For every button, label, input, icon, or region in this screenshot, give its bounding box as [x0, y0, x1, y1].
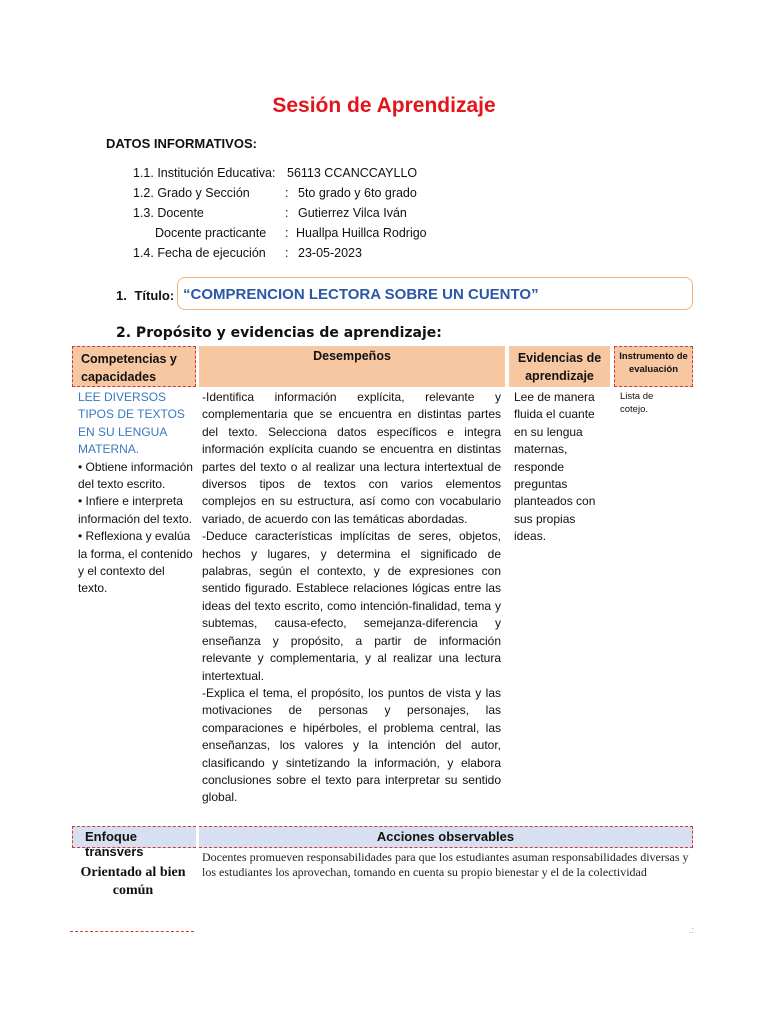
desempeno-item: -Explica el tema, el propósito, los puntos de vista y las motivaciones de personas y personajes, las comparaciones e hipérboles, el problema central, las enseñanzas, los valores y la intención del autor, clasificando y sintetizando la información, y elabora conclusiones sobre el texto para interpretar su sentido global.: [202, 685, 501, 805]
capacidad-item: • Reflexiona y evalúa la forma, el contenido y el contexto del texto.: [78, 529, 193, 596]
info-separator: :: [285, 226, 289, 240]
header-enfoque: Enfoque transvers: [72, 826, 196, 848]
capacidad-item: • Infiere e interpreta información del texto.: [78, 494, 193, 526]
enfoque-name: Orientado al bien común: [80, 865, 186, 898]
info-label: 1.1. Institución Educativa:: [133, 166, 276, 180]
desempenos-cell: [202, 389, 501, 807]
session-title: “COMPRENCION LECTORA SOBRE UN CUENTO”: [183, 286, 539, 303]
header-desempenos: Desempeños: [199, 346, 505, 387]
info-row: [0, 183, 768, 203]
info-label: 1.2. Grado y Sección: [133, 186, 250, 200]
divider-mark: .:: [689, 925, 695, 935]
info-value: Huallpa Huillca Rodrigo: [296, 226, 427, 240]
header-competencias: Competencias y capacidades: [72, 346, 196, 387]
datos-heading: DATOS INFORMATIVOS:: [106, 136, 257, 151]
header-acciones: Acciones observables: [199, 826, 693, 848]
evidencias-cell: Lee de manera fluida el cuante en su lengua maternas, responde preguntas planteados con sus propias ideas.: [514, 390, 596, 544]
info-row: [0, 223, 768, 243]
competencia-cell: [78, 389, 196, 598]
capacidad-item: • Obtiene información del texto escrito.: [78, 459, 193, 492]
info-row: [0, 243, 768, 263]
competencia-title: LEE DIVERSOS TIPOS DE TEXTOS EN SU LENGUA MATERNA.: [78, 390, 185, 457]
info-label: 1.3. Docente: [133, 206, 204, 220]
header-evidencias: Evidencias de aprendizaje: [509, 346, 610, 387]
header-instrumento: Instrumento de evaluación: [614, 346, 693, 387]
info-label: 1.4. Fecha de ejecución: [133, 246, 266, 260]
info-value: 5to grado y 6to grado: [298, 186, 417, 200]
section-label: Título:: [134, 288, 175, 303]
page-title: Sesión de Aprendizaje: [272, 94, 496, 117]
section-title: [116, 288, 174, 303]
info-label: Docente practicante: [155, 226, 267, 240]
section-number: 1.: [116, 288, 127, 303]
desempeno-item: -Identifica información explícita, relevante y complementaria que se encuentra en distintas partes del texto. Selecciona datos específicos e integra información explícita cuando se encuentra en distintas partes del texto o al realizar una lectura intertextual de diversos tipos de textos con varios elementos complejos en su estructura, así como con vocabulario variado, de acuerdo con las temáticas abordadas.: [202, 390, 501, 526]
section-purpose-heading: 2. Propósito y evidencias de aprendizaje:: [116, 325, 442, 341]
info-separator: :: [285, 186, 289, 200]
info-row: [0, 163, 768, 183]
info-value: Gutierrez Vilca Iván: [298, 206, 407, 220]
info-separator: :: [285, 206, 289, 220]
desempeno-item: -Deduce características implícitas de seres, objetos, hechos y lugares, y determina el significado de palabras, según el contexto, y de expresiones con sentido figurado. Establece relaciones lógicas entre las ideas del texto escrito, como intención-finalidad, tema y subtemas, causa-efecto, semejanza-diferencia y enseñanza y propósito, a partir de información relevante y complementaria, y al realizar una lectura intertextual.: [202, 529, 501, 683]
divider: [70, 931, 194, 932]
info-value: 56113 CCANCCAYLLO: [287, 166, 418, 180]
info-value: 23-05-2023: [298, 246, 362, 260]
acciones-observables: Docentes promueven responsabilidades para que los estudiantes asuman responsabilidades diversas y los estudiantes los aprovechan, tomando en cuenta su propio bienestar y el de la colectividad: [202, 850, 689, 879]
info-row: [0, 203, 768, 223]
info-separator: :: [285, 246, 289, 260]
instrumento-cell: Lista de cotejo.: [620, 391, 654, 415]
